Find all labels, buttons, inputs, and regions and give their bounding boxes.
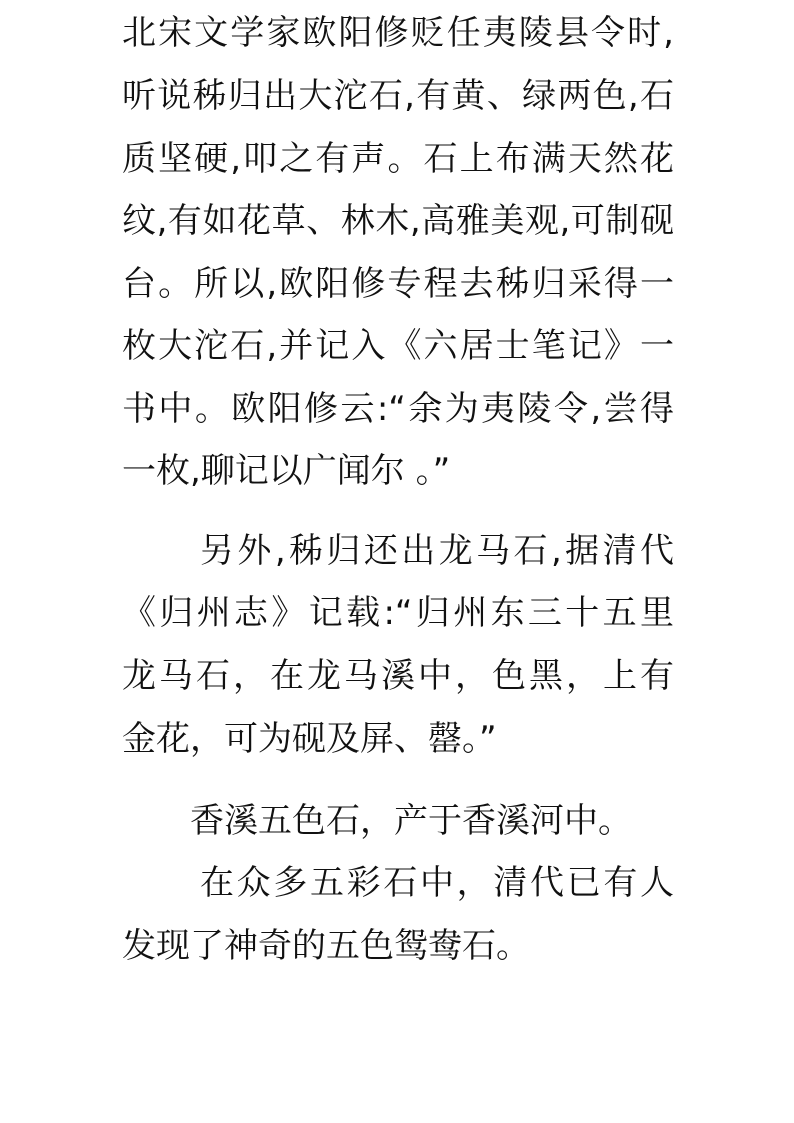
- text-line: 金花，可为砚及屏、罄。”: [122, 719, 497, 759]
- text-line: 台。所以,欧阳修专程去秭归采得一: [122, 264, 674, 304]
- text-line: 龙马石，在龙马溪中，色黑，上有: [122, 656, 674, 696]
- text-line: 质坚硬,叩之有声。石上布满天然花: [122, 139, 674, 179]
- text-line: 一枚,聊记以广闻尔 。”: [122, 451, 451, 491]
- text-line: 北宋文学家欧阳修贬任夷陵县令时,: [122, 13, 674, 53]
- text-line: 《归州志》记载:“归州东三十五里: [122, 593, 674, 633]
- text-line: 香溪五色石，产于香溪河中。: [190, 801, 632, 841]
- text-line: 听说秭归出大沱石,有黄、绿两色,石: [122, 76, 674, 116]
- text-line: 发现了神奇的五色鸳鸯石。: [122, 926, 530, 966]
- text-line: 书中。欧阳修云:“余为夷陵令,尝得: [122, 389, 674, 429]
- text-line: 纹,有如花草、林木,高雅美观,可制砚: [122, 201, 674, 241]
- text-line: 另外,秭归还出龙马石,据清代: [200, 531, 674, 571]
- text-line: 在众多五彩石中，清代已有人: [200, 863, 674, 903]
- text-line: 枚大沱石,并记入《六居士笔记》一: [122, 326, 674, 366]
